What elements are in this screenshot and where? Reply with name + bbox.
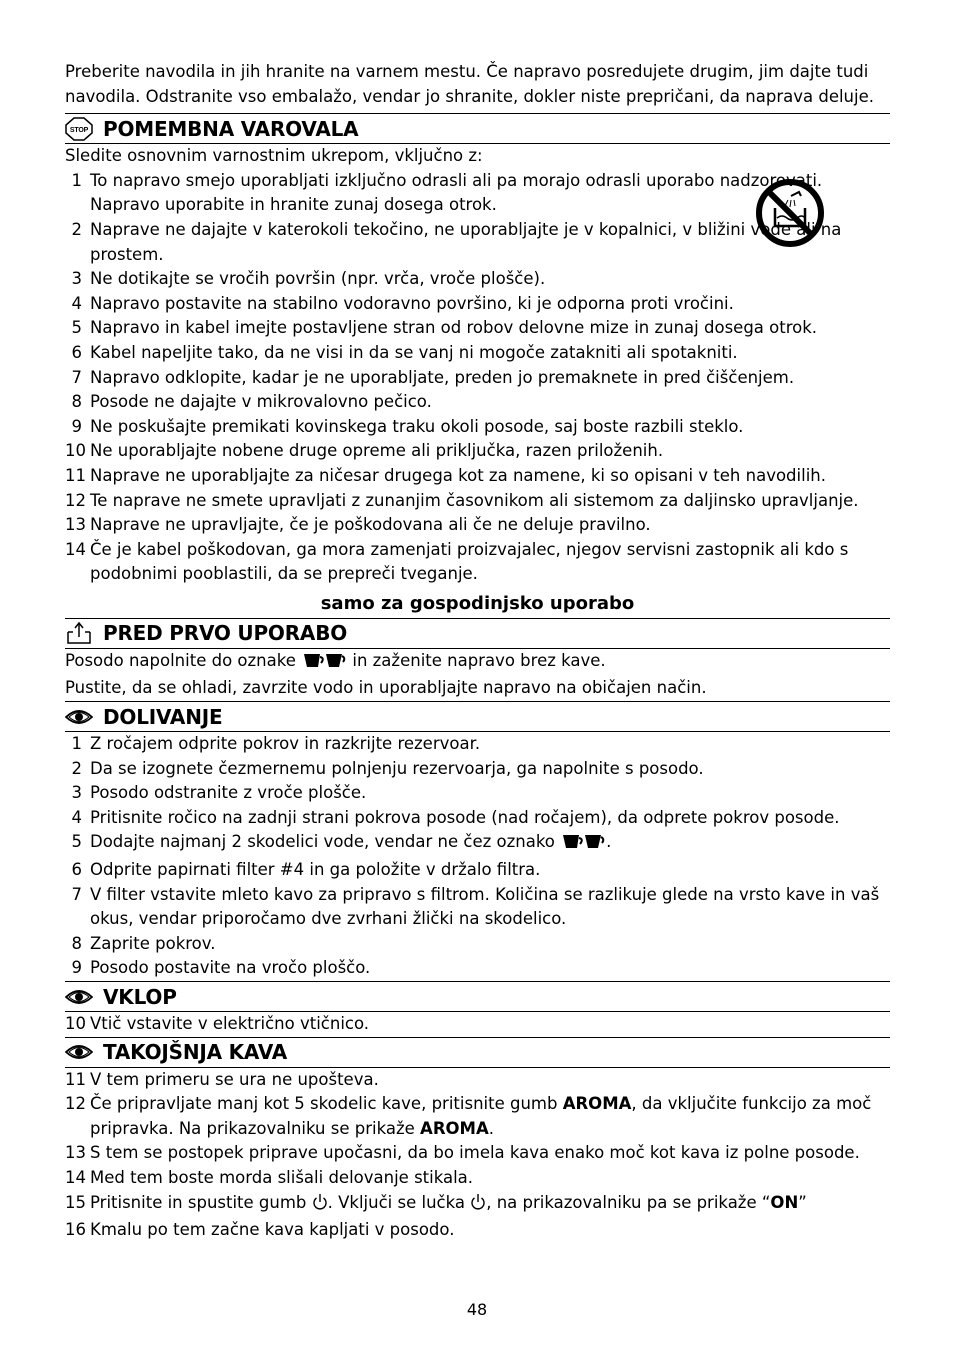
item-number: 4 <box>71 293 82 313</box>
item-number: 14 <box>65 539 86 559</box>
item-text: Napravo in kabel imejte postavljene stran od robov delovne mize in zunaj dosega otrok. <box>90 318 818 338</box>
eye-icon <box>65 985 93 1009</box>
stop-icon <box>65 117 93 141</box>
cup-mark-icon <box>561 832 605 858</box>
section-title-switch-on: VKLOP <box>103 984 177 1009</box>
list-item <box>65 316 890 341</box>
item-text: V filter vstavite mleto kavo za pripravo s filtrom. Količina se razlikuje glede na vrsto kave in vaš okus, vendar priporočamo dve zvrhani žlički na skodelico. <box>90 884 880 929</box>
item-text: Zaprite pokrov. <box>90 933 216 953</box>
item-text: Naprave ne dajajte v katerokoli tekočino, ne uporabljajte je v kopalnici, v bližini vode ali na prostem. <box>90 219 842 264</box>
item-number: 12 <box>65 1094 86 1114</box>
item-number: 3 <box>71 269 82 289</box>
item-number: 5 <box>71 318 82 338</box>
list-item <box>65 1092 890 1141</box>
power-icon <box>312 1193 328 1219</box>
item-number: 8 <box>71 933 82 953</box>
eye-icon <box>65 705 93 729</box>
item-text: Napravo odklopite, kadar je ne uporabljate, preden jo premaknete in pred čiščenjem. <box>90 367 795 387</box>
item-number: 1 <box>71 170 82 190</box>
item-text: . <box>488 1118 494 1138</box>
section-header-first-use <box>65 618 890 649</box>
list-item <box>65 883 890 932</box>
list-item <box>65 341 890 366</box>
item-number: 2 <box>71 758 82 778</box>
first-use-line-2: Pustite, da se ohladi, zavrzite vodo in uporabljajte napravo na običajen način. <box>65 678 707 698</box>
list-item <box>65 732 890 757</box>
item-number: 10 <box>65 1014 86 1033</box>
item-text: Med tem boste morda slišali delovanje stikala. <box>90 1167 474 1187</box>
item-text: Ne uporabljajte nobene druge opreme ali priključka, razen priloženih. <box>90 441 664 461</box>
item-text: Z ročajem odprite pokrov in razkrijte rezervoar. <box>90 734 481 754</box>
item-text: . Vključi se lučka <box>327 1192 471 1212</box>
list-item <box>65 439 890 464</box>
item-text: To napravo smejo uporabljati izključno odrasli ali pa morajo odrasli uporabo nadzorovati. Napravo uporabite in hranite zunaj dosega otrok. <box>90 170 823 215</box>
list-item <box>65 1141 890 1166</box>
list-item <box>65 757 890 782</box>
section-title-first-use: PRED PRVO UPORABO <box>103 621 348 646</box>
item-text: Posodo postavite na vročo ploščo. <box>90 958 371 978</box>
instant-list <box>65 1068 890 1243</box>
item-text: Ne poskušajte premikati kovinskega traku okoli posode, saj boste razbili steklo. <box>90 416 744 436</box>
item-text: Naprave ne uporabljajte za ničesar drugega kot za namene, ki so opisani v teh navodilih. <box>90 465 826 485</box>
stop-icon-label: STOP <box>69 126 89 134</box>
item-number: 9 <box>71 958 82 978</box>
item-text: Če je kabel poškodovan, ga mora zamenjati proizvajalec, njegov servisni zastopnik ali kdo s podobnimi pooblastili, da se prepreči tveganje. <box>90 539 849 584</box>
list-item <box>65 858 890 883</box>
eye-icon <box>65 1040 93 1064</box>
power-icon <box>470 1193 486 1219</box>
item-text: Odprite papirnati filter #4 in ga položite v držalo filtra. <box>90 860 541 880</box>
list-item <box>65 464 890 489</box>
item-text: Če pripravljate manj kot 5 skodelic kave, pritisnite gumb <box>90 1094 563 1114</box>
item-text: Ne dotikajte se vročih površin (npr. vrča, vroče plošče). <box>90 269 546 289</box>
item-number: 2 <box>71 219 82 239</box>
item-text: Kmalu po tem začne kava kapljati v posodo. <box>90 1220 455 1240</box>
intro-text: Preberite navodila in jih hranite na varnem mestu. Če napravo posredujete drugim, jim dajte tudi navodila. Odstranite vso embalažo, vendar jo shranite, dokler niste prepričani, da naprava deluje. <box>65 62 874 106</box>
section-header-instant <box>65 1037 890 1068</box>
item-text: Da se izognete čezmernemu polnjenju rezervoarja, ga napolnite s posodo. <box>90 758 704 778</box>
list-item <box>65 1012 890 1037</box>
item-text: ” <box>798 1192 807 1212</box>
on-label: ON <box>770 1192 799 1212</box>
list-item <box>65 806 890 831</box>
list-item <box>65 1191 890 1219</box>
item-number: 5 <box>71 832 82 852</box>
aroma-label: AROMA <box>562 1094 632 1114</box>
list-item <box>65 956 890 981</box>
first-use-text-b: in zaženite napravo brez kave. <box>352 650 606 670</box>
aroma-label: AROMA <box>420 1118 489 1138</box>
section-header-switch-on <box>65 981 890 1012</box>
item-number: 10 <box>65 441 86 461</box>
cup-mark-icon <box>302 651 346 677</box>
no-water-warning-icon <box>755 178 825 252</box>
item-number: 11 <box>65 465 86 485</box>
section-header-safety <box>65 113 890 144</box>
first-use-text-a: Posodo napolnite do oznake <box>65 650 296 670</box>
item-number: 7 <box>71 367 82 387</box>
household-note: samo za gospodinjsko uporabo <box>320 592 635 614</box>
item-text: Posode ne dajajte v mikrovalovno pečico. <box>90 392 432 412</box>
item-number: 3 <box>71 783 82 803</box>
item-number: 1 <box>71 734 82 754</box>
list-item <box>65 415 890 440</box>
page-number: 48 <box>466 1300 488 1319</box>
section-title-filling: DOLIVANJE <box>103 704 223 729</box>
item-text: , na prikazovalniku pa se prikaže “ <box>486 1192 771 1212</box>
first-use-line-1 <box>65 649 890 677</box>
list-item <box>65 489 890 514</box>
item-number: 6 <box>71 342 82 362</box>
item-number: 9 <box>71 416 82 436</box>
item-number: 7 <box>71 884 82 904</box>
item-text: Naprave ne upravljajte, če je poškodovana ali če ne deluje pravilno. <box>90 515 651 535</box>
item-text: Te naprave ne smete upravljati z zunanjim časovnikom ali sistemom za daljinsko upravljanje. <box>90 490 859 510</box>
item-number: 12 <box>65 490 86 510</box>
item-text: Vtič vstavite v električno vtičnico. <box>90 1014 370 1033</box>
switch-on-list <box>65 1012 890 1037</box>
item-number: 15 <box>65 1192 86 1212</box>
item-text: . <box>606 832 612 852</box>
item-text: Kabel napeljite tako, da ne visi in da se vanj ni mogoče zatakniti ali spotakniti. <box>90 342 738 362</box>
box-arrow-icon <box>65 621 93 645</box>
item-number: 13 <box>65 1143 86 1163</box>
item-number: 8 <box>71 392 82 412</box>
item-text: Pritisnite ročico na zadnji strani pokrova posode (nad ročajem), da odprete pokrov posode. <box>90 807 840 827</box>
section-header-filling <box>65 701 890 732</box>
list-item <box>65 390 890 415</box>
list-item <box>65 292 890 317</box>
item-number: 11 <box>65 1069 86 1089</box>
safety-lead: Sledite osnovnim varnostnim ukrepom, vključno z: <box>65 146 483 166</box>
list-item <box>65 1068 890 1093</box>
item-text: Napravo postavite na stabilno vodoravno površino, ki je odporna proti vročini. <box>90 293 734 313</box>
item-number: 16 <box>65 1220 86 1240</box>
item-number: 4 <box>71 807 82 827</box>
list-item <box>65 781 890 806</box>
section-title-safety: POMEMBNA VAROVALA <box>103 116 359 141</box>
list-item <box>65 932 890 957</box>
item-text: V tem primeru se ura ne upošteva. <box>90 1069 379 1089</box>
item-text: , da vključite funkcijo za moč pripravka. Na prikazovalniku se prikaže <box>90 1094 872 1138</box>
list-item <box>65 538 890 587</box>
list-item <box>65 830 890 858</box>
item-text: Dodajte najmanj 2 skodelici vode, vendar ne čez oznako <box>90 832 561 852</box>
list-item <box>65 1166 890 1191</box>
filling-list <box>65 732 890 981</box>
item-number: 13 <box>65 515 86 535</box>
list-item <box>65 366 890 391</box>
item-text: Pritisnite in spustite gumb <box>90 1192 312 1212</box>
item-text: Posodo odstranite z vroče plošče. <box>90 783 367 803</box>
item-number: 6 <box>71 860 82 880</box>
list-item <box>65 1218 890 1243</box>
list-item <box>65 267 890 292</box>
list-item <box>65 513 890 538</box>
item-text: S tem se postopek priprave upočasni, da bo imela kava enako moč kot kava iz polne posode. <box>90 1143 860 1163</box>
item-number: 14 <box>65 1167 86 1187</box>
section-title-instant: TAKOJŠNJA KAVA <box>103 1040 288 1065</box>
